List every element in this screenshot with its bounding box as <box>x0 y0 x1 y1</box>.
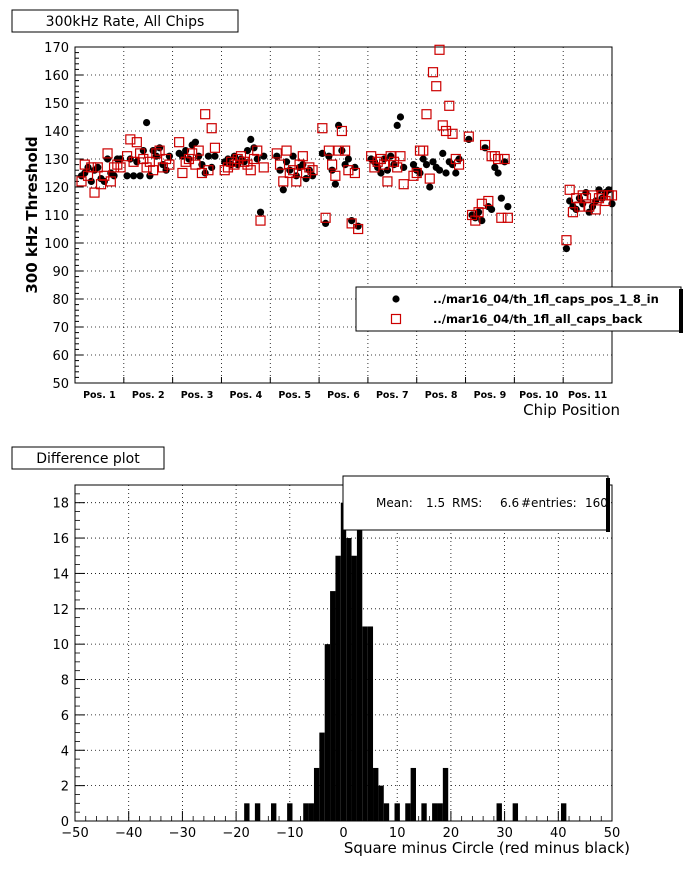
x-tick-label: 30 <box>496 826 513 841</box>
data-point-circle <box>481 144 488 151</box>
y-tick-label: 120 <box>44 181 69 196</box>
data-point-circle <box>348 217 355 224</box>
data-point-circle <box>498 195 505 202</box>
x-tick-label: Pos. 3 <box>180 390 214 401</box>
scatter-x-axis-label: Chip Position <box>523 401 620 419</box>
histogram-bar <box>368 626 373 821</box>
data-point-circle <box>390 161 397 168</box>
histogram-bar <box>561 803 566 821</box>
data-point-circle <box>110 172 117 179</box>
x-tick-label: 0 <box>339 826 348 841</box>
x-tick-label: −10 <box>276 826 304 841</box>
y-tick-label: 18 <box>52 496 69 512</box>
histogram-stats-box <box>343 476 610 532</box>
data-point-circle <box>345 155 352 162</box>
legend-entry-1: ../mar16_04/th_1fl_caps_pos_1_8_in <box>433 292 659 306</box>
x-tick-label: −20 <box>222 826 250 841</box>
y-tick-label: 8 <box>60 673 69 689</box>
histogram-bar <box>421 803 426 821</box>
data-point-circle <box>397 113 404 120</box>
histogram-bar <box>497 803 502 821</box>
x-tick-label: Pos. 2 <box>131 390 165 401</box>
y-tick-label: 50 <box>52 377 69 392</box>
data-point-circle <box>143 119 150 126</box>
y-tick-label: 60 <box>52 349 69 364</box>
histogram-bar <box>341 503 346 821</box>
data-point-circle <box>254 155 261 162</box>
data-point-circle <box>140 147 147 154</box>
data-point-circle <box>504 203 511 210</box>
x-tick-label: 50 <box>603 826 621 841</box>
data-point-circle <box>202 169 209 176</box>
x-tick-label: Pos. 10 <box>519 390 559 401</box>
y-tick-label: 170 <box>44 41 69 56</box>
data-point-circle <box>302 175 309 182</box>
histogram-bar <box>325 644 330 821</box>
data-point-circle <box>488 206 495 213</box>
data-point-circle <box>166 153 173 160</box>
legend-entry-2: ../mar16_04/th_1fl_all_caps_back <box>433 312 643 326</box>
y-tick-label: 90 <box>52 265 69 280</box>
histogram-x-axis-label: Square minus Circle (red minus black) <box>343 839 630 857</box>
y-tick-label: 16 <box>52 532 69 548</box>
data-point-circle <box>329 167 336 174</box>
data-point-circle <box>335 122 342 129</box>
data-point-circle <box>276 167 283 174</box>
data-point-circle <box>84 164 91 171</box>
data-point-circle <box>455 155 462 162</box>
data-point-circle <box>286 167 293 174</box>
data-point-circle <box>146 172 153 179</box>
histogram-bar <box>357 520 362 821</box>
y-tick-label: 14 <box>52 567 69 583</box>
data-point-circle <box>322 220 329 227</box>
data-point-circle <box>136 172 143 179</box>
y-tick-label: 80 <box>52 293 69 308</box>
data-point-circle <box>156 144 163 151</box>
data-point-circle <box>452 169 459 176</box>
scatter-y-axis-label: 300 kHz Threshold <box>23 136 41 294</box>
histogram-bar <box>432 803 437 821</box>
x-tick-label: −50 <box>61 826 89 841</box>
histogram-bar <box>443 768 448 821</box>
data-point-circle <box>436 167 443 174</box>
x-tick-label: Pos. 4 <box>229 390 263 401</box>
y-tick-label: 2 <box>60 779 69 795</box>
histogram-bar <box>319 733 324 821</box>
data-point-circle <box>332 181 339 188</box>
histogram-chart <box>12 447 630 857</box>
data-point-circle <box>192 139 199 146</box>
y-tick-label: 160 <box>44 69 69 84</box>
y-tick-label: 150 <box>44 97 69 112</box>
histogram-bar <box>411 768 416 821</box>
data-point-circle <box>88 178 95 185</box>
data-point-circle <box>205 153 212 160</box>
scatter-title: 300kHz Rate, All Chips <box>45 14 205 30</box>
x-tick-label: 20 <box>442 826 460 841</box>
histogram-bar <box>346 538 351 821</box>
y-tick-label: 70 <box>52 321 69 336</box>
stats-mean-label: Mean: <box>376 496 413 510</box>
x-tick-label: Pos. 9 <box>473 390 507 401</box>
histogram-bar <box>378 786 383 821</box>
histogram-title: Difference plot <box>36 451 140 467</box>
histogram-bar <box>335 556 340 821</box>
data-point-circle <box>439 150 446 157</box>
data-point-circle <box>104 155 111 162</box>
data-point-circle <box>325 153 332 160</box>
data-point-circle <box>465 136 472 143</box>
y-tick-label: 130 <box>44 153 69 168</box>
data-point-circle <box>257 209 264 216</box>
data-point-circle <box>208 164 215 171</box>
x-tick-label: −30 <box>168 826 197 841</box>
data-point-circle <box>494 169 501 176</box>
y-tick-label: 110 <box>44 209 69 224</box>
data-point-circle <box>273 153 280 160</box>
y-tick-label: 12 <box>52 602 69 618</box>
y-tick-label: 6 <box>60 708 69 724</box>
data-point-circle <box>211 153 218 160</box>
stats-entries-value: 160 <box>585 496 608 510</box>
histogram-bar <box>271 803 276 821</box>
legend-marker-circle <box>392 295 399 302</box>
data-point-circle <box>384 167 391 174</box>
y-tick-label: 140 <box>44 125 69 140</box>
histogram-bar <box>314 768 319 821</box>
data-point-circle <box>280 186 287 193</box>
data-point-circle <box>426 183 433 190</box>
x-tick-label: Pos. 8 <box>424 390 458 401</box>
y-tick-label: 4 <box>60 744 69 760</box>
data-point-circle <box>442 169 449 176</box>
histogram-bar <box>373 768 378 821</box>
data-point-circle <box>573 206 580 213</box>
data-point-circle <box>394 122 401 129</box>
data-point-circle <box>563 245 570 252</box>
histogram-bar <box>362 626 367 821</box>
data-point-circle <box>247 136 254 143</box>
stats-rms-value: 6.6 <box>500 496 520 510</box>
x-tick-label: −40 <box>114 826 143 841</box>
data-point-circle <box>163 167 170 174</box>
y-tick-label: 10 <box>52 638 69 654</box>
data-point-circle <box>423 161 430 168</box>
x-tick-label: Pos. 6 <box>327 390 360 401</box>
x-tick-label: Pos. 11 <box>567 390 608 401</box>
scatter-chart <box>12 10 683 419</box>
legend-shadow <box>679 289 683 333</box>
data-point-circle <box>338 147 345 154</box>
stats-mean-value: 1.5 <box>426 496 446 510</box>
stats-rms-label: RMS: <box>452 496 483 510</box>
data-point-circle <box>387 153 394 160</box>
x-tick-label: Pos. 7 <box>375 390 409 401</box>
data-point-circle <box>123 172 130 179</box>
x-tick-label: Pos. 5 <box>278 390 312 401</box>
x-tick-label: Pos. 1 <box>83 390 116 401</box>
data-point-circle <box>127 155 134 162</box>
histogram-bar <box>330 591 335 821</box>
y-tick-label: 100 <box>44 237 69 252</box>
data-point-circle <box>250 144 257 151</box>
y-tick-label: 0 <box>60 815 69 830</box>
stats-entries-label: #entries: <box>521 496 577 510</box>
scatter-legend <box>356 287 683 333</box>
x-tick-label: 10 <box>388 826 406 841</box>
x-tick-label: 40 <box>550 826 567 841</box>
histogram-bar <box>303 803 308 821</box>
data-point-circle <box>130 172 137 179</box>
histogram-bar <box>352 556 357 821</box>
